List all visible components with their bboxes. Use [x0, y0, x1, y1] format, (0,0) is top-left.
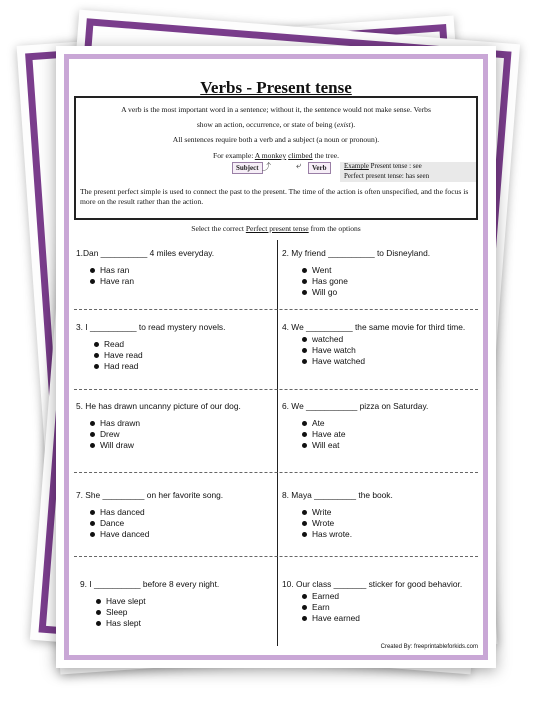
options-list	[96, 596, 278, 630]
options-list	[90, 418, 274, 452]
present-tense-example	[344, 162, 476, 172]
curved-arrow-icon: ⤴	[262, 162, 272, 172]
option-item[interactable]: Went	[302, 265, 480, 276]
option-item[interactable]: watched	[302, 334, 480, 345]
option-item[interactable]: Will go	[302, 287, 480, 298]
option-item[interactable]: Has slept	[96, 618, 278, 629]
instruction	[56, 224, 496, 233]
option-item[interactable]: Has drawn	[90, 418, 274, 429]
question-text: 6. We ___________ pizza on Saturday.	[282, 401, 429, 411]
intro-line-1: A verb is the most important word in a sentence; without it, the sentence would not make sense. Verbs	[121, 105, 431, 114]
options-list	[90, 507, 274, 541]
options-list	[302, 334, 480, 368]
subject-tag: Subject	[232, 162, 263, 174]
question-block	[80, 579, 278, 629]
example-verb-word: climbed	[288, 151, 313, 160]
option-item[interactable]: Ate	[302, 418, 480, 429]
option-item[interactable]: Have slept	[96, 596, 278, 607]
example-label: Example	[344, 162, 369, 170]
present-tense-text: Present tense : see	[368, 162, 422, 170]
question-block	[76, 490, 274, 540]
option-item[interactable]: Have watch	[302, 345, 480, 356]
intro-line-2-end: ).	[350, 120, 356, 129]
option-item[interactable]: Will draw	[90, 440, 274, 451]
intro-line-2	[80, 120, 472, 130]
option-item[interactable]: Earned	[302, 591, 480, 602]
intro-line-2-start: show an action, occurrence, or state of being (	[196, 120, 337, 129]
credit-text: Created By: freeprintableforkids.com	[380, 644, 478, 650]
question-text: 5. He has drawn uncanny picture of our dog.	[76, 401, 241, 411]
option-item[interactable]: Earn	[302, 602, 480, 613]
intro-line-3: All sentences require both a verb and a subject (a noun or pronoun).	[172, 135, 380, 144]
option-item[interactable]: Has danced	[90, 507, 274, 518]
option-item[interactable]: Read	[94, 339, 274, 350]
options-list	[94, 339, 274, 373]
question-block	[282, 490, 480, 540]
option-item[interactable]: Have earned	[302, 613, 480, 624]
question-text: 9. I __________ before 8 every night.	[80, 579, 220, 589]
question-block	[282, 322, 480, 367]
instruction-start: Select the correct	[191, 224, 246, 233]
option-item[interactable]: Have ran	[90, 276, 274, 287]
question-block	[76, 248, 274, 287]
option-item[interactable]: Will eat	[302, 440, 480, 451]
option-item[interactable]: Write	[302, 507, 480, 518]
example-sentence-start: For example:	[213, 151, 255, 160]
options-list	[302, 591, 480, 625]
verb-tag: Verb	[308, 162, 331, 174]
option-item[interactable]: Have danced	[90, 529, 274, 540]
question-block	[282, 248, 480, 298]
question-text: 2. My friend __________ to Disneyland.	[282, 248, 431, 258]
option-item[interactable]: Had read	[94, 361, 274, 372]
question-text: 7. She _________ on her favorite song.	[76, 490, 224, 500]
question-text: 4. We __________ the same movie for third time.	[282, 322, 466, 332]
worksheet-content	[56, 46, 496, 668]
option-item[interactable]: Wrote	[302, 518, 480, 529]
question-block	[76, 401, 274, 451]
question-block	[76, 322, 274, 372]
question-text: 1.Dan __________ 4 miles everyday.	[76, 248, 215, 258]
row-divider	[74, 472, 478, 473]
instruction-underlined: Perfect present tense	[245, 224, 309, 233]
intro-paragraph: The present perfect simple is used to connect the past to the present. The time of the action is often unspecified, and the focus is more on the result rather than the action.	[80, 187, 469, 206]
options-list	[90, 265, 274, 287]
question-text: 10. Our class _______ sticker for good behavior.	[282, 579, 463, 589]
option-item[interactable]: Have watched	[302, 356, 480, 367]
option-item[interactable]: Has wrote.	[302, 529, 480, 540]
question-text: 3. I __________ to read mystery novels.	[76, 322, 226, 332]
option-item[interactable]: Dance	[90, 518, 274, 529]
row-divider	[74, 389, 478, 390]
curved-arrow-icon: ⤶	[296, 160, 302, 170]
option-item[interactable]: Have read	[94, 350, 274, 361]
questions-grid	[74, 240, 478, 646]
row-divider	[74, 556, 478, 557]
options-list	[302, 507, 480, 541]
tense-example-box	[340, 162, 476, 182]
option-item[interactable]: Has ran	[90, 265, 274, 276]
option-item[interactable]: Have ate	[302, 429, 480, 440]
example-subject-words: A monkey	[254, 151, 287, 160]
option-item[interactable]: Drew	[90, 429, 274, 440]
page-title: Verbs - Present tense	[200, 78, 352, 97]
options-list	[302, 265, 480, 299]
worksheet-page	[56, 46, 496, 668]
intro-italic-word: exist	[336, 120, 351, 129]
example-sentence	[80, 151, 472, 161]
row-divider	[74, 309, 478, 310]
options-list	[302, 418, 480, 452]
option-item[interactable]: Has gone	[302, 276, 480, 287]
intro-box	[74, 96, 478, 220]
instruction-end: from the options	[308, 224, 361, 233]
example-sentence-end: the tree.	[312, 151, 339, 160]
question-block	[282, 579, 480, 624]
question-text: 8. Maya _________ the book.	[282, 490, 393, 500]
option-item[interactable]: Sleep	[96, 607, 278, 618]
perfect-tense-example: Perfect present tense: has seen	[344, 171, 430, 180]
question-block	[282, 401, 480, 451]
